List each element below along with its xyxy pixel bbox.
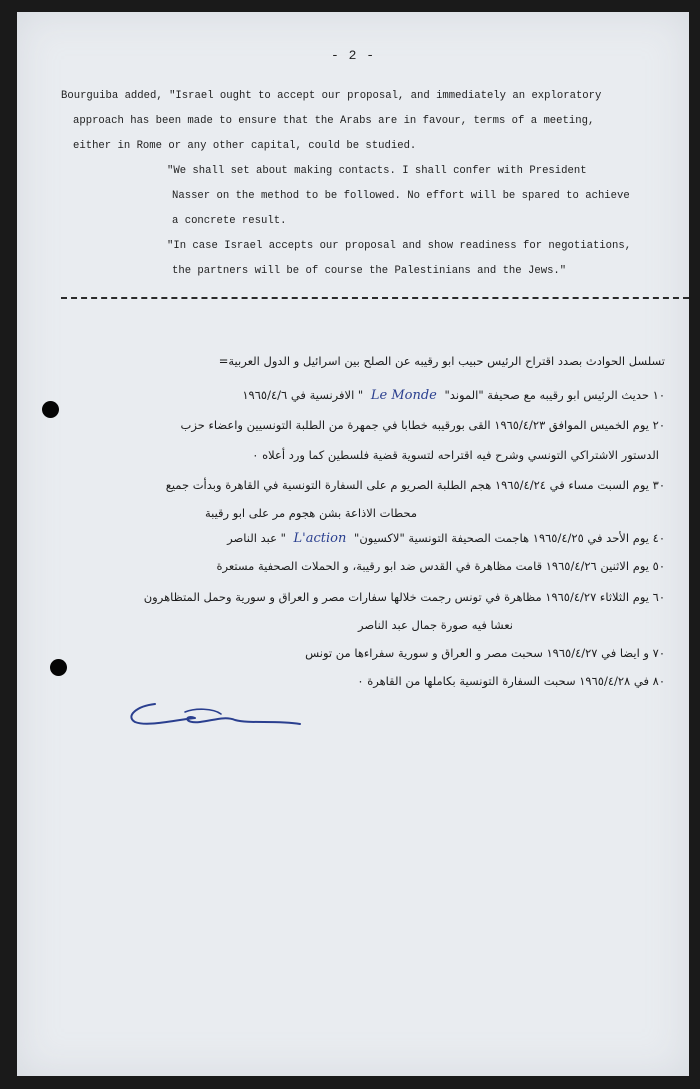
arabic-item-4 — [227, 529, 665, 548]
arabic-item-1 — [242, 386, 665, 405]
arabic-heading: تسلسل الحوادث بصدد اقتراح الرئيس حبيب ابو رقيبه عن الصلح بين اسرائيل و الدول العربية= — [218, 354, 665, 368]
english-line-8: the partners will be of course the Palestinians and the Jews." — [172, 265, 567, 277]
page-number: - 2 - — [330, 48, 375, 63]
handwritten-le-monde: Le Monde — [370, 388, 437, 403]
arabic-item-6b: نعشا فيه صورة جمال عبد الناصر — [358, 618, 513, 632]
arabic-item-2a: ٢٠ يوم الخميس الموافق ١٩٦٥/٤/٢٣ القى بورقيبه خطابا في جمهرة من الطلبة التونسيين واعضاء حزب — [180, 418, 665, 432]
english-line-7: "In case Israel accepts our proposal and show readiness for negotiations, — [167, 240, 632, 252]
document-page — [17, 12, 689, 1076]
arabic-item-1-date: " الافرنسية في ١٩٦٥/٤/٦ — [242, 388, 364, 402]
arabic-item-4-end: " عبد الناصر — [227, 531, 286, 545]
english-line-6: a concrete result. — [172, 215, 287, 227]
arabic-item-8: ٨٠ في ١٩٦٥/٤/٢٨ سحبت السفارة التونسية بكاملها من القاهرة ٠ — [357, 674, 665, 688]
english-line-4: "We shall set about making contacts. I shall confer with President — [167, 165, 587, 177]
dashed-divider — [61, 297, 689, 299]
arabic-item-3b: محطات الاذاعة بشن هجوم مر على ابو رقيبة — [204, 506, 417, 520]
english-line-3: either in Rome or any other capital, could be studied. — [73, 140, 417, 152]
english-line-5: Nasser on the method to be followed. No effort will be spared to achieve — [172, 190, 630, 202]
arabic-item-7: ٧٠ و ايضا في ١٩٦٥/٤/٢٧ سحبت مصر و العراق و سورية سفراءها من تونس — [305, 646, 665, 660]
punch-hole-bottom — [50, 659, 67, 676]
punch-hole-top — [42, 401, 59, 418]
arabic-item-6a: ٦٠ يوم الثلاثاء ١٩٦٥/٤/٢٧ مظاهرة في تونس رجمت خلالها سفارات مصر و العراق و سورية وحمل المتظاهرون — [143, 590, 665, 604]
english-line-2: approach has been made to ensure that the Arabs are in favour, terms of a meeting, — [73, 115, 595, 127]
arabic-item-4-text: ٤٠ يوم الأحد في ١٩٦٥/٤/٢٥ هاجمت الصحيفة التونسية "لاكسيون" — [354, 531, 665, 545]
arabic-item-2b: الدستور الاشتراكي التونسي وشرح فيه اقتراحه لتسوية قضية فلسطين كما ورد أعلاه ٠ — [252, 448, 659, 462]
arabic-item-3a: ٣٠ يوم السبت مساء في ١٩٦٥/٤/٢٤ هجم الطلبة الصريو م على السفارة التونسية في القاهرة وبدأت جميع — [165, 478, 665, 492]
arabic-item-5: ٥٠ يوم الاثنين ١٩٦٥/٤/٢٦ قامت مظاهرة في القدس ضد ابو رقيبة، و الحملات الصحفية مستعرة — [216, 559, 665, 573]
handwritten-signature — [125, 694, 325, 734]
arabic-item-1-text: ١٠ حديث الرئيس ابو رقيبه مع صحيفة "الموند" — [444, 388, 665, 402]
handwritten-laction: L'action — [293, 531, 347, 546]
english-line-1: Bourguiba added, "Israel ought to accept our proposal, and immediately an exploratory — [61, 90, 602, 102]
